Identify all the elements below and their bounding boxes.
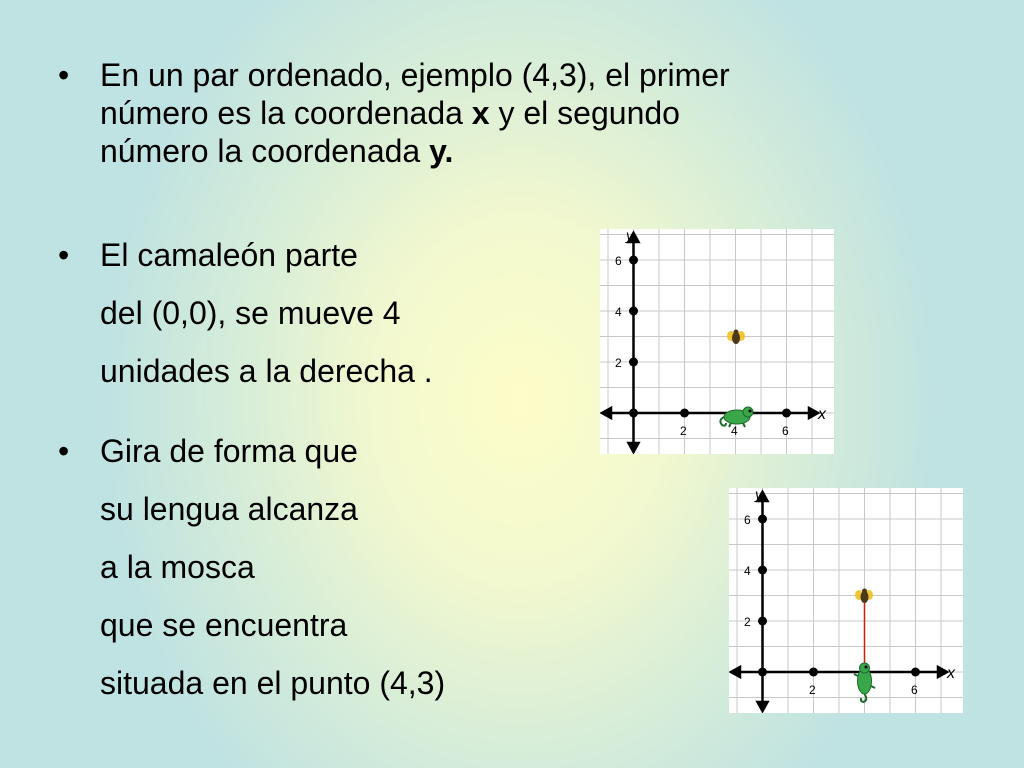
x-axis-arrow-right	[809, 408, 818, 418]
x-axis-arrow-left	[602, 408, 611, 418]
y-axis-arrow-down	[629, 443, 639, 452]
y-tick-label: 4	[615, 305, 622, 319]
y-axis-label: y	[626, 229, 633, 243]
fly-icon	[727, 330, 745, 345]
bullet-item-chameleon-turn	[58, 432, 358, 470]
y-axis-arrow-down	[758, 702, 768, 711]
bullet3-line3: a la mosca	[100, 549, 255, 585]
bullet3-line2: su lengua alcanza	[100, 491, 358, 527]
y-axis-label: y	[755, 488, 762, 502]
y-tick-label: 2	[615, 356, 622, 370]
fly-icon	[855, 589, 873, 604]
x-tick-label: 6	[911, 683, 918, 697]
bullet-marker: •	[58, 433, 70, 469]
bullet1-line3	[100, 132, 908, 170]
x-axis-label: x	[947, 665, 955, 682]
x-axis-label: x	[818, 406, 826, 423]
bullet1-line2-start: número es la coordenada	[100, 95, 472, 131]
y-tick-label: 6	[615, 254, 622, 268]
bullet-marker: •	[58, 57, 70, 93]
coordinate-grid	[600, 229, 834, 454]
bullet3-line5: situada en el punto (4,3)	[100, 665, 446, 701]
coord-x-term: x	[471, 95, 490, 131]
x-tick-label: 2	[809, 683, 816, 697]
coordinate-graph-before	[600, 229, 834, 454]
coordinate-graph-after	[729, 488, 963, 713]
y-tick-label: 4	[744, 564, 751, 578]
x-tick-label: 6	[782, 424, 789, 438]
x-axis-arrow-left	[731, 667, 740, 677]
bullet1-line2-end: y el segundo	[489, 95, 680, 131]
coord-y-term: y.	[429, 133, 454, 169]
bullet3-line1: Gira de forma que	[100, 433, 358, 469]
y-tick-label: 6	[744, 513, 751, 527]
bullet-marker: •	[58, 237, 70, 273]
bullet1-line2	[100, 94, 908, 132]
coordinate-grid	[729, 488, 963, 713]
bullet-item-ordered-pair	[58, 56, 908, 170]
y-tick-label: 2	[744, 615, 751, 629]
bullet3-line4: que se encuentra	[100, 607, 348, 643]
x-tick-label: 2	[680, 424, 687, 438]
bullet1-line3-start: número la coordenada	[100, 133, 430, 169]
bullet-text	[100, 56, 908, 170]
bullet2-line2: del (0,0), se mueve 4	[100, 295, 401, 331]
bullet2-line3: unidades a la derecha .	[100, 353, 433, 389]
chameleon-icon	[720, 407, 753, 427]
bullet2-line1: El camaleón parte	[100, 237, 358, 273]
bullet-item-chameleon-start	[58, 236, 358, 274]
x-axis-arrow-right	[938, 667, 947, 677]
x-tick-label: 4	[731, 424, 738, 438]
bullet1-line1: En un par ordenado, ejemplo (4,3), el primer	[100, 57, 730, 93]
